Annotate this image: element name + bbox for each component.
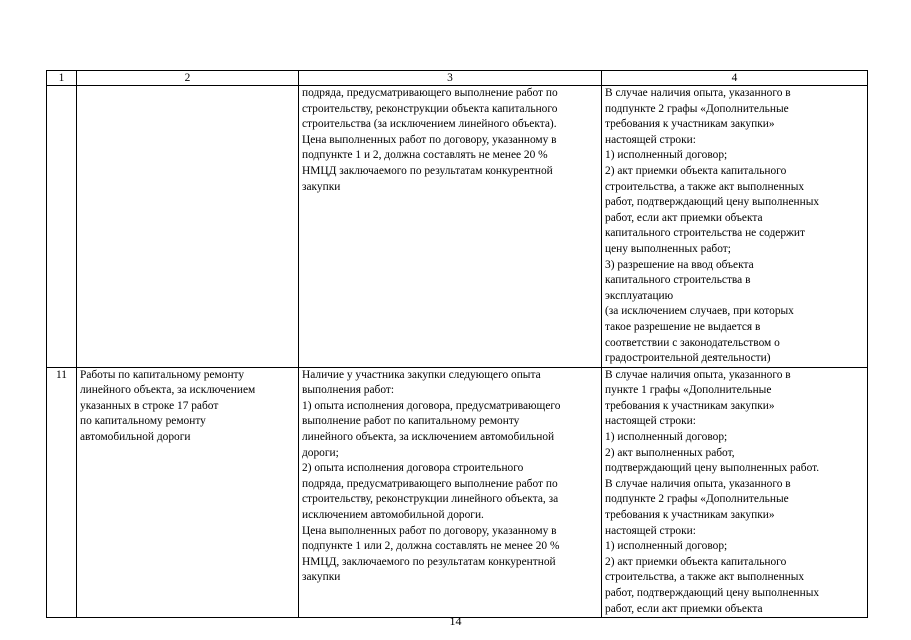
text-line: работ, если акт приемки объекта: [605, 211, 763, 224]
text-line: эксплуатацию: [605, 289, 674, 302]
table-row: [47, 367, 868, 618]
column-number-row: [47, 71, 868, 86]
text-line: требования к участникам закупки»: [605, 399, 775, 412]
column-number-4: 4: [602, 71, 868, 86]
text-line: Цена выполненных работ по договору, указанному в: [302, 133, 557, 146]
text-line: соответствии с законодательством о: [605, 336, 780, 349]
text-line: Цена выполненных работ по договору, указанному в: [302, 524, 557, 537]
text-line: 2) акт выполненных работ,: [605, 446, 735, 459]
text-line: 1) исполненный договор;: [605, 431, 728, 444]
text-line: требования к участникам закупки»: [605, 509, 775, 522]
text-line: В случае наличия опыта, указанного в: [605, 87, 791, 99]
text-line: настоящей строки:: [605, 524, 696, 537]
text-line: работ, если акт приемки объекта: [605, 602, 763, 615]
text-line: работ, подтверждающий цену выполненных: [605, 587, 820, 599]
work-name-cell: [77, 86, 299, 368]
table-row: [47, 86, 868, 368]
text-line: подтверждающий цену выполненных работ.: [605, 462, 820, 475]
text-line: линейного объекта, за исключением: [80, 384, 256, 397]
text-line: выполнения работ:: [302, 384, 395, 397]
text-line: капитального строительства в: [605, 274, 751, 287]
text-line: выполнение работ по капитальному ремонту: [302, 415, 520, 428]
requirement-cell: [299, 367, 602, 618]
text-line: 1) исполненный договор;: [605, 149, 728, 162]
text-line: подпункте 2 графы «Дополнительные: [605, 102, 789, 115]
text-line: градостроительной деятельности): [605, 352, 771, 365]
text-line: закупки: [302, 571, 341, 584]
text-line: линейного объекта, за исключением автомобильной: [302, 431, 555, 444]
text-line: требования к участникам закупки»: [605, 118, 775, 131]
column-number-3: 3: [299, 71, 602, 86]
documents-cell: [602, 86, 868, 368]
text-line: НМЦД заключаемого по результатам конкурентной: [302, 164, 553, 177]
text-line: В случае наличия опыта, указанного в: [605, 477, 791, 490]
text-line: Работы по капитальному ремонту: [80, 368, 245, 381]
requirement-cell: [299, 86, 602, 368]
text-line: подряда, предусматривающего выполнение работ по: [302, 477, 558, 490]
text-line: подпункте 1 и 2, должна составлять не менее 20 %: [302, 149, 548, 162]
column-number-2: 2: [77, 71, 299, 86]
text-line: строительства (за исключением линейного объекта).: [302, 118, 557, 131]
text-line: строительства, а также акт выполненных: [605, 180, 805, 193]
text-line: НМЦД, заключаемого по результатам конкурентной: [302, 555, 556, 568]
text-line: строительства, а также акт выполненных: [605, 571, 805, 584]
text-line: строительству, реконструкции объекта капитального: [302, 102, 558, 115]
page-number: 14: [449, 614, 462, 628]
row-number-cell: 11: [47, 367, 77, 618]
work-name-cell: [77, 367, 299, 618]
text-line: 3) разрешение на ввод объекта: [605, 258, 754, 271]
text-line: указанных в строке 17 работ: [80, 399, 219, 412]
text-line: пункте 1 графы «Дополнительные: [605, 384, 772, 397]
text-line: 2) акт приемки объекта капитального: [605, 164, 787, 177]
text-line: капитального строительства не содержит: [605, 227, 805, 240]
row-number-cell: [47, 86, 77, 368]
text-line: закупки: [302, 180, 341, 193]
text-line: цену выполненных работ;: [605, 242, 731, 255]
text-line: строительству, реконструкции линейного объекта, за: [302, 493, 559, 506]
text-line: по капитальному ремонту: [80, 415, 206, 428]
text-line: 1) опыта исполнения договора, предусматривающего: [302, 399, 561, 412]
column-number-1: 1: [47, 71, 77, 86]
text-line: настоящей строки:: [605, 133, 696, 146]
text-line: 1) исполненный договор;: [605, 540, 728, 553]
text-line: 2) акт приемки объекта капитального: [605, 555, 787, 568]
text-line: подпункте 2 графы «Дополнительные: [605, 493, 789, 506]
text-line: 2) опыта исполнения договора строительного: [302, 462, 524, 475]
documents-cell: [602, 367, 868, 618]
text-line: исключением автомобильной дороги.: [302, 509, 484, 522]
text-line: В случае наличия опыта, указанного в: [605, 368, 791, 381]
text-line: подпункте 1 или 2, должна составлять не менее 20 %: [302, 540, 560, 553]
text-line: автомобильной дороги: [80, 431, 191, 444]
text-line: такое разрешение не выдается в: [605, 320, 761, 333]
text-line: настоящей строки:: [605, 415, 696, 428]
text-line: работ, подтверждающий цену выполненных: [605, 196, 820, 209]
text-line: подряда, предусматривающего выполнение работ по: [302, 87, 558, 99]
text-line: Наличие у участника закупки следующего опыта: [302, 368, 541, 381]
text-line: (за исключением случаев, при которых: [605, 305, 794, 318]
requirements-table: [46, 70, 868, 618]
text-line: дороги;: [302, 446, 339, 459]
